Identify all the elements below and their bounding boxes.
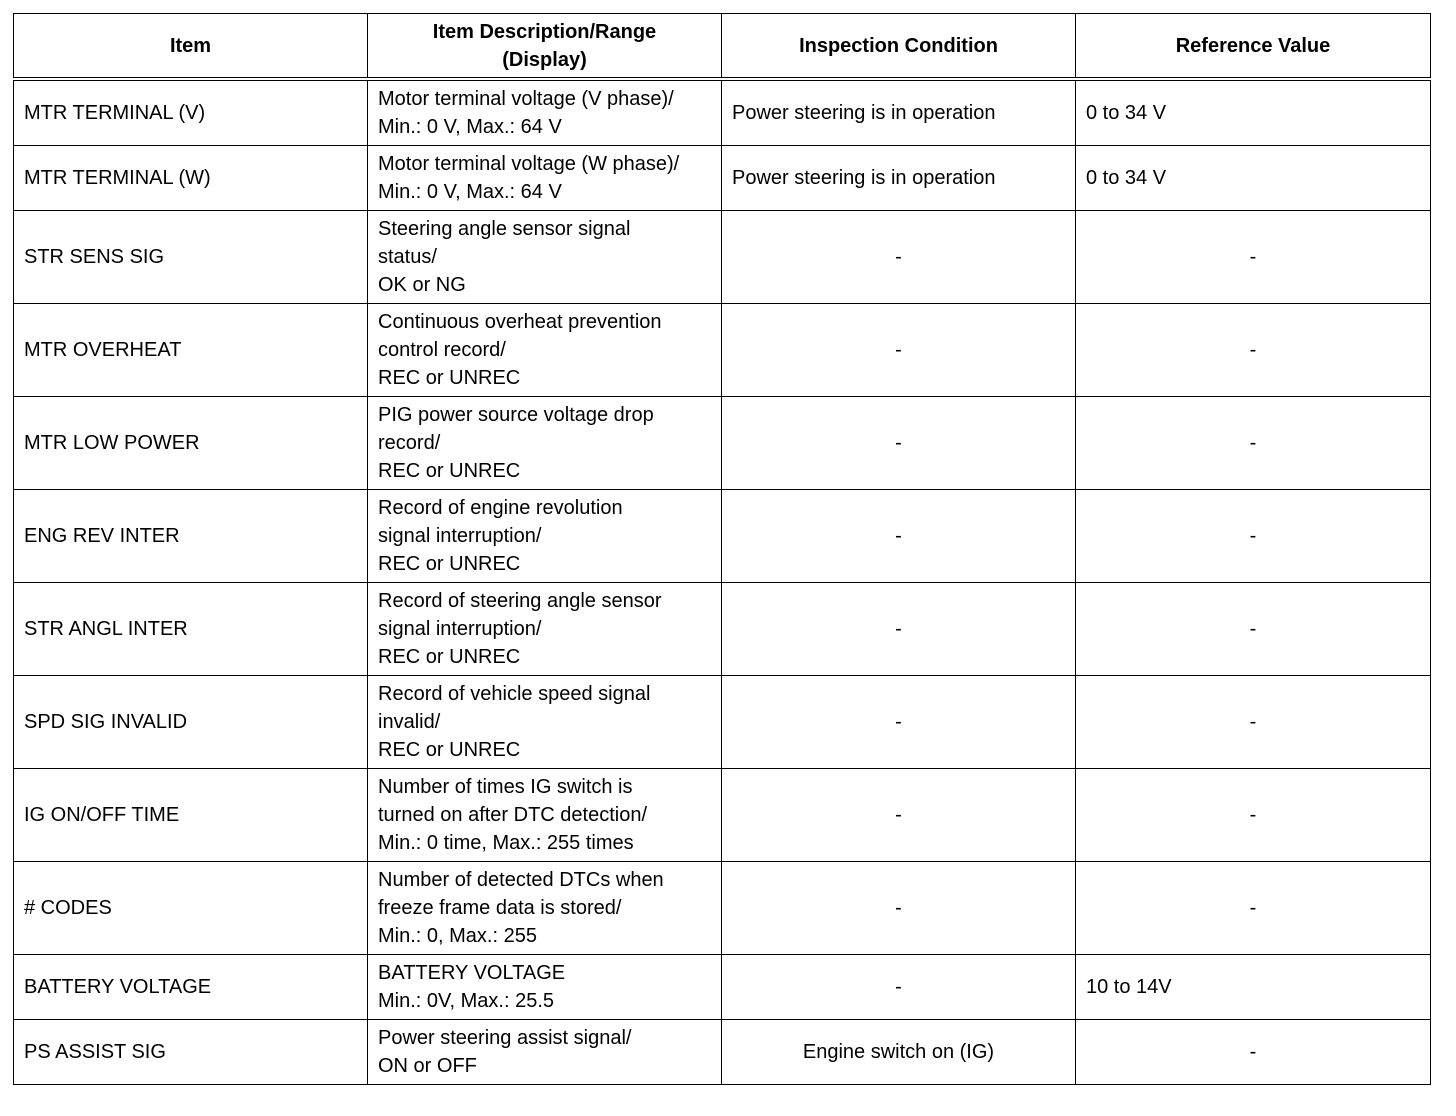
cell-condition: - [722, 397, 1076, 490]
table-row [14, 676, 1431, 769]
description-line: Power steering assist signal/ [378, 1027, 632, 1049]
data-list-table [13, 13, 1431, 1085]
cell-item: ENG REV INTER [14, 490, 368, 583]
cell-description [368, 769, 722, 862]
description-line: Motor terminal voltage (W phase)/ [378, 153, 680, 175]
description-line: Min.: 0 V, Max.: 64 V [378, 181, 562, 203]
table-row [14, 583, 1431, 676]
cell-condition: Power steering is in operation [722, 146, 1076, 211]
cell-reference: 0 to 34 V [1076, 146, 1431, 211]
description-line: REC or UNREC [378, 460, 521, 482]
cell-reference: - [1076, 490, 1431, 583]
cell-reference: - [1076, 862, 1431, 955]
table-row [14, 146, 1431, 211]
cell-reference: - [1076, 397, 1431, 490]
cell-condition: - [722, 862, 1076, 955]
cell-condition: - [722, 676, 1076, 769]
cell-reference: - [1076, 304, 1431, 397]
description-line: Continuous overheat prevention [378, 311, 662, 333]
description-line: Number of detected DTCs when [378, 869, 664, 891]
description-line: Record of steering angle sensor [378, 590, 662, 612]
description-line: Steering angle sensor signal [378, 218, 631, 240]
table-row [14, 490, 1431, 583]
table-row [14, 304, 1431, 397]
description-line: Min.: 0V, Max.: 25.5 [378, 990, 555, 1012]
cell-description [368, 304, 722, 397]
cell-item: # CODES [14, 862, 368, 955]
description-line: Motor terminal voltage (V phase)/ [378, 88, 674, 110]
description-line: invalid/ [378, 711, 441, 733]
description-line: REC or UNREC [378, 553, 521, 575]
cell-condition: - [722, 304, 1076, 397]
cell-description [368, 211, 722, 304]
cell-item: SPD SIG INVALID [14, 676, 368, 769]
cell-condition: Power steering is in operation [722, 79, 1076, 146]
cell-description [368, 676, 722, 769]
table-row [14, 79, 1431, 146]
description-line: REC or UNREC [378, 739, 521, 761]
description-line: signal interruption/ [378, 618, 542, 640]
table-row [14, 1020, 1431, 1085]
cell-description [368, 1020, 722, 1085]
table-row [14, 397, 1431, 490]
table-row [14, 211, 1431, 304]
description-line: status/ [378, 246, 437, 268]
cell-condition: - [722, 583, 1076, 676]
cell-condition: - [722, 490, 1076, 583]
description-line: control record/ [378, 339, 506, 361]
description-line: Min.: 0 V, Max.: 64 V [378, 116, 562, 138]
cell-item: MTR TERMINAL (W) [14, 146, 368, 211]
header-condition: Inspection Condition [722, 14, 1076, 80]
description-line: turned on after DTC detection/ [378, 804, 648, 826]
header-description [368, 14, 722, 80]
description-line: BATTERY VOLTAGE [378, 962, 566, 984]
cell-description [368, 955, 722, 1020]
description-line: record/ [378, 432, 441, 454]
header-row [14, 14, 1431, 80]
cell-item: PS ASSIST SIG [14, 1020, 368, 1085]
header-reference: Reference Value [1076, 14, 1431, 80]
cell-reference: - [1076, 211, 1431, 304]
table-row [14, 769, 1431, 862]
cell-description [368, 862, 722, 955]
cell-reference: - [1076, 769, 1431, 862]
description-line: Record of vehicle speed signal [378, 683, 651, 705]
cell-condition: - [722, 211, 1076, 304]
cell-item: BATTERY VOLTAGE [14, 955, 368, 1020]
description-line: freeze frame data is stored/ [378, 897, 622, 919]
description-line: Min.: 0 time, Max.: 255 times [378, 832, 634, 854]
cell-description [368, 490, 722, 583]
description-line: Record of engine revolution [378, 497, 623, 519]
description-line: Min.: 0, Max.: 255 [378, 925, 537, 947]
cell-condition: Engine switch on (IG) [722, 1020, 1076, 1085]
description-line: Number of times IG switch is [378, 776, 633, 798]
cell-item: MTR TERMINAL (V) [14, 79, 368, 146]
cell-item: IG ON/OFF TIME [14, 769, 368, 862]
description-line: REC or UNREC [378, 646, 521, 668]
cell-condition: - [722, 955, 1076, 1020]
header-description-line: Item Description/Range [432, 20, 657, 43]
description-line: PIG power source voltage drop [378, 404, 654, 426]
description-line: signal interruption/ [378, 525, 542, 547]
cell-description [368, 583, 722, 676]
table-row [14, 955, 1431, 1020]
cell-description [368, 397, 722, 490]
cell-reference: 10 to 14V [1076, 955, 1431, 1020]
header-description-line: (Display) [502, 48, 587, 71]
header-item: Item [14, 14, 368, 80]
cell-item: STR ANGL INTER [14, 583, 368, 676]
description-line: ON or OFF [378, 1055, 477, 1077]
cell-reference: - [1076, 1020, 1431, 1085]
cell-description [368, 79, 722, 146]
description-line: REC or UNREC [378, 367, 521, 389]
cell-description [368, 146, 722, 211]
cell-reference: - [1076, 583, 1431, 676]
cell-item: STR SENS SIG [14, 211, 368, 304]
description-line: OK or NG [378, 274, 466, 296]
cell-item: MTR OVERHEAT [14, 304, 368, 397]
cell-item: MTR LOW POWER [14, 397, 368, 490]
cell-reference: 0 to 34 V [1076, 79, 1431, 146]
table-row [14, 862, 1431, 955]
cell-condition: - [722, 769, 1076, 862]
cell-reference: - [1076, 676, 1431, 769]
